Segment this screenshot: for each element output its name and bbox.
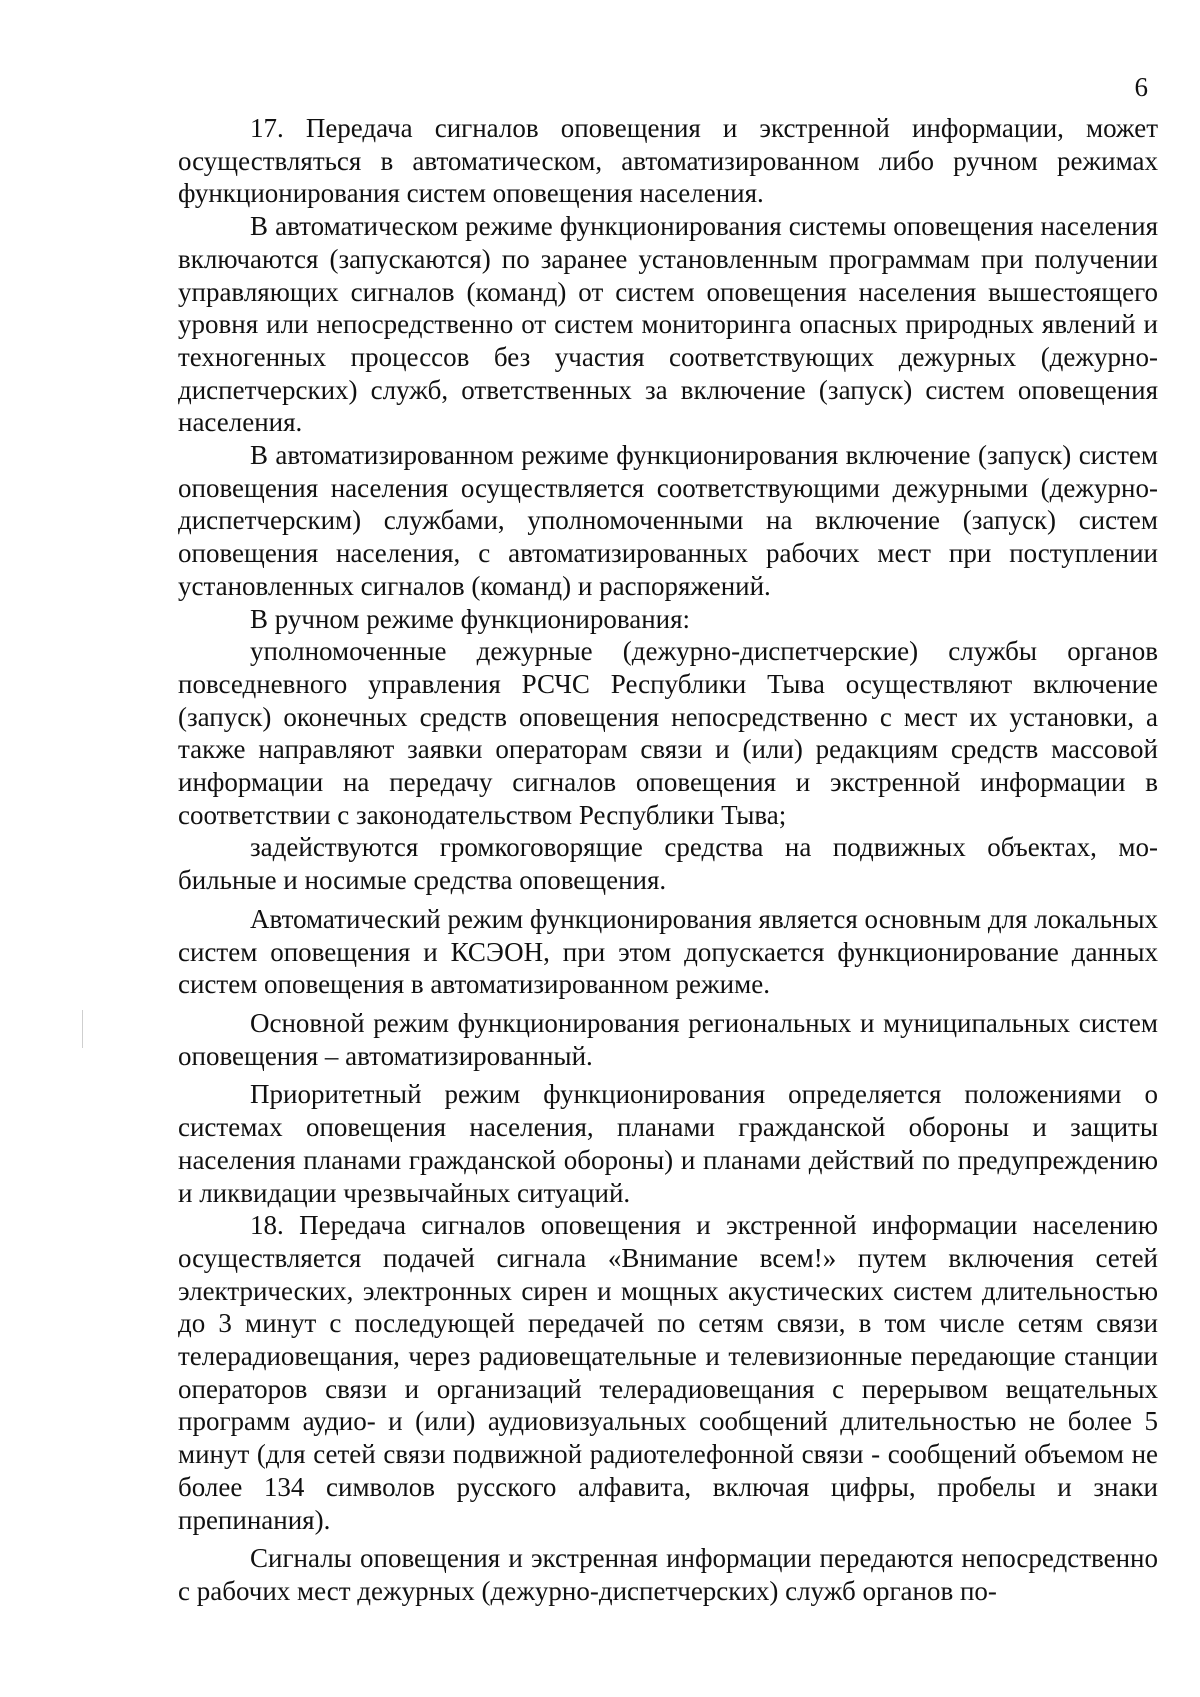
- paragraph-main-mode: Основной режим функционирования региональных и муниципальных систем оповещения – автоматизированный.: [178, 1007, 1158, 1071]
- paragraph-authorized-services: уполномоченные дежурные (дежурно-диспетчерские) службы органов повседневного управления РСЧС Республики Тыва осуществляют включение (запуск) оконечных средств оповещения непосредственно с мест их установки, а также направляют заявки операторам связи и (или) редакциям средств массовой информации на передачу сигналов оповещения и экстренной информации в соответствии с законодательством Республики Тыва;: [178, 636, 1158, 830]
- page-number: 6: [1134, 72, 1148, 102]
- paragraph-loudspeaker-means: задействуются громкоговорящие средства на подвижных объектах, мобильные и носимые средства оповещения.: [178, 832, 1158, 896]
- paragraph-automated-mode: В автоматизированном режиме функционирования включение (запуск) систем оповещения населения осуществляется соответствующими дежурными (дежурно-диспетчерским) службами, уполномоченными на включение (запуск) систем оповещения населения, с автоматизированных рабочих мест при поступлении установленных сигналов (команд) и распоряжений.: [178, 440, 1158, 601]
- paragraph-18-signals: 18. Передача сигналов оповещения и экстренной информации населению осуществляется подачей сигнала «Внимание всем!» путем включения сетей электрических, электронных сирен и мощных акустических систем длительностью до 3 минут с последующей передачей по сетям связи, в том числе сетям связи телерадиовещания, через радиовещательные и телевизионные передающие станции операторов связи и организаций телерадиовещания с перерывом вещательных программ аудио- и (или) аудиовизуальных сообщений длительностью не более 5 минут (для сетей связи подвижной радиотелефонной связи - сообщений объемом не более 134 символов русского алфавита, включая цифры, пробелы и знаки препинания).: [178, 1210, 1158, 1535]
- paragraph-priority-mode: Приоритетный режим функционирования определяется положениями о системах оповещения населения, планами гражданской обороны и защиты населения планами гражданской обороны) и планами действий по предупреждению и ликвидации чрезвычайных ситуаций.: [178, 1079, 1158, 1208]
- paragraph-17-intro: 17. Передача сигналов оповещения и экстренной информации, может осуществляться в автоматическом, автоматизированном либо ручном режимах функционирования систем оповещения населения.: [178, 113, 1158, 209]
- paragraph-automatic-mode: В автоматическом режиме функционирования системы оповещения населения включаются (запускаются) по заранее установленным программам при получении управляющих сигналов (команд) от систем оповещения населения вышестоящего уровня или непосредственно от систем мониторинга опасных природных явлений и техногенных процессов без участия соответствующих дежурных (дежурно-диспетчерских) служб, ответственных за включение (запуск) систем оповещения населения.: [178, 211, 1158, 438]
- document-body: [178, 112, 1158, 1608]
- paragraph-manual-mode-heading: В ручном режиме функционирования:: [250, 603, 691, 634]
- paragraph-local-systems-mode: Автоматический режим функционирования является основным для локальных систем оповещения и КСЭОН, при этом допускается функционирование данных систем оповещения в автоматизированном режиме.: [178, 903, 1158, 1000]
- paragraph-signals-transmission: Сигналы оповещения и экстренная информации передаются непосредственно с рабочих мест дежурных (дежурно-диспетчерских) служб органов по-: [178, 1543, 1158, 1606]
- scan-artifact: [82, 1010, 83, 1048]
